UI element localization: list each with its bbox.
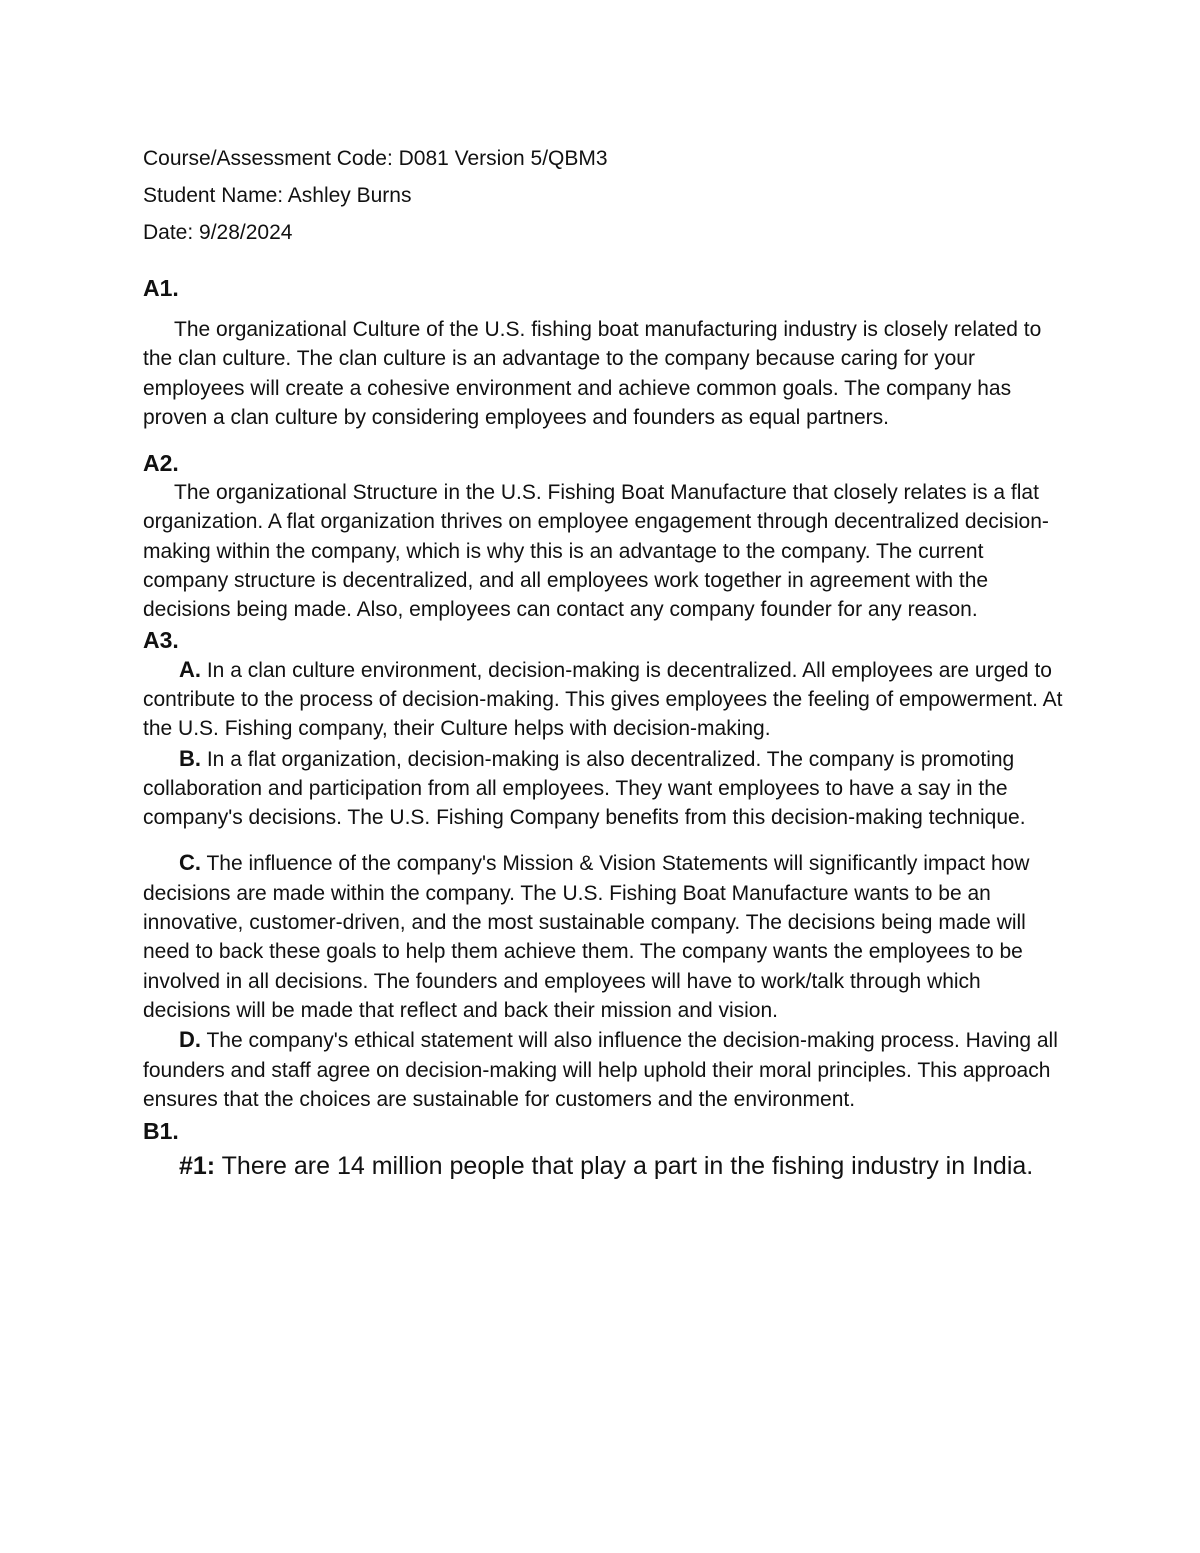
student-name-line: Student Name: Ashley Burns <box>143 184 412 207</box>
section-b1-heading: B1. <box>143 1118 179 1145</box>
item-d-text: The company's ethical statement will also influence the decision-making process. Having all founders and staff agree on decision-making will help uphold their moral principles. This approach ensures that the choices are sustainable for customers and the environment. <box>143 1029 1058 1111</box>
item-b-label: B. <box>179 745 201 771</box>
section-a1-heading: A1. <box>143 275 179 301</box>
item-1-text: There are 14 million people that play a part in the fishing industry in India. <box>221 1152 1034 1181</box>
section-a3-item-b <box>143 744 1063 833</box>
section-a3-item-c <box>143 848 1063 1025</box>
item-a-label: A. <box>179 656 201 682</box>
section-a3-item-d <box>143 1025 1063 1114</box>
date-line: Date: 9/28/2024 <box>143 221 293 244</box>
section-a3-heading: A3. <box>143 626 179 653</box>
section-b1-item-1 <box>143 1150 1063 1182</box>
course-code-line: Course/Assessment Code: D081 Version 5/QBM3 <box>143 147 608 170</box>
item-d-label: D. <box>179 1027 201 1053</box>
document-page <box>143 140 1063 1182</box>
item-c-text: The influence of the company's Mission & Vision Statements will significantly impact how decisions are made within the company. The U.S. Fishing Boat Manufacture wants to be an innovative, customer-driven, and the most sustainable company. The decisions being made will need to back these goals to help them achieve them. The company wants the employees to be involved in all decisions. The founders and employees will have to work/talk through which decisions will be made that reflect and back their mission and vision. <box>143 852 1030 1022</box>
section-a2-heading: A2. <box>143 450 179 477</box>
item-c-label: C. <box>179 850 201 876</box>
item-a-text: In a clan culture environment, decision-making is decentralized. All employees are urged to contribute to the process of decision-making. This gives employees the feeling of empowerment. At the U.S. Fishing company, their Culture helps with decision-making. <box>143 658 1063 741</box>
item-b-text: In a flat organization, decision-making is also decentralized. The company is promoting collaboration and participation from all employees. They want employees to have a say in the company's decisions. The U.S. Fishing Company benefits from this decision-making technique. <box>143 747 1026 830</box>
item-1-label: #1: <box>179 1152 216 1181</box>
section-a2-text: The organizational Structure in the U.S. Fishing Boat Manufacture that closely relates is a flat organization. A flat organization thrives on employee engagement through decentralized decision-making within the company, which is why this is an advantage to the company. The current company structure is decentralized, and all employees work together in agreement with the decisions being made. Also, employees can contact any company founder for any reason. <box>143 481 1049 622</box>
section-a1-text: The organizational Culture of the U.S. fishing boat manufacturing industry is closely related to the clan culture. The clan culture is an advantage to the company because caring for your employees will create a cohesive environment and achieve common goals. The company has proven a clan culture by considering employees and founders as equal partners. <box>143 318 1042 429</box>
section-a3-item-a <box>143 655 1063 744</box>
